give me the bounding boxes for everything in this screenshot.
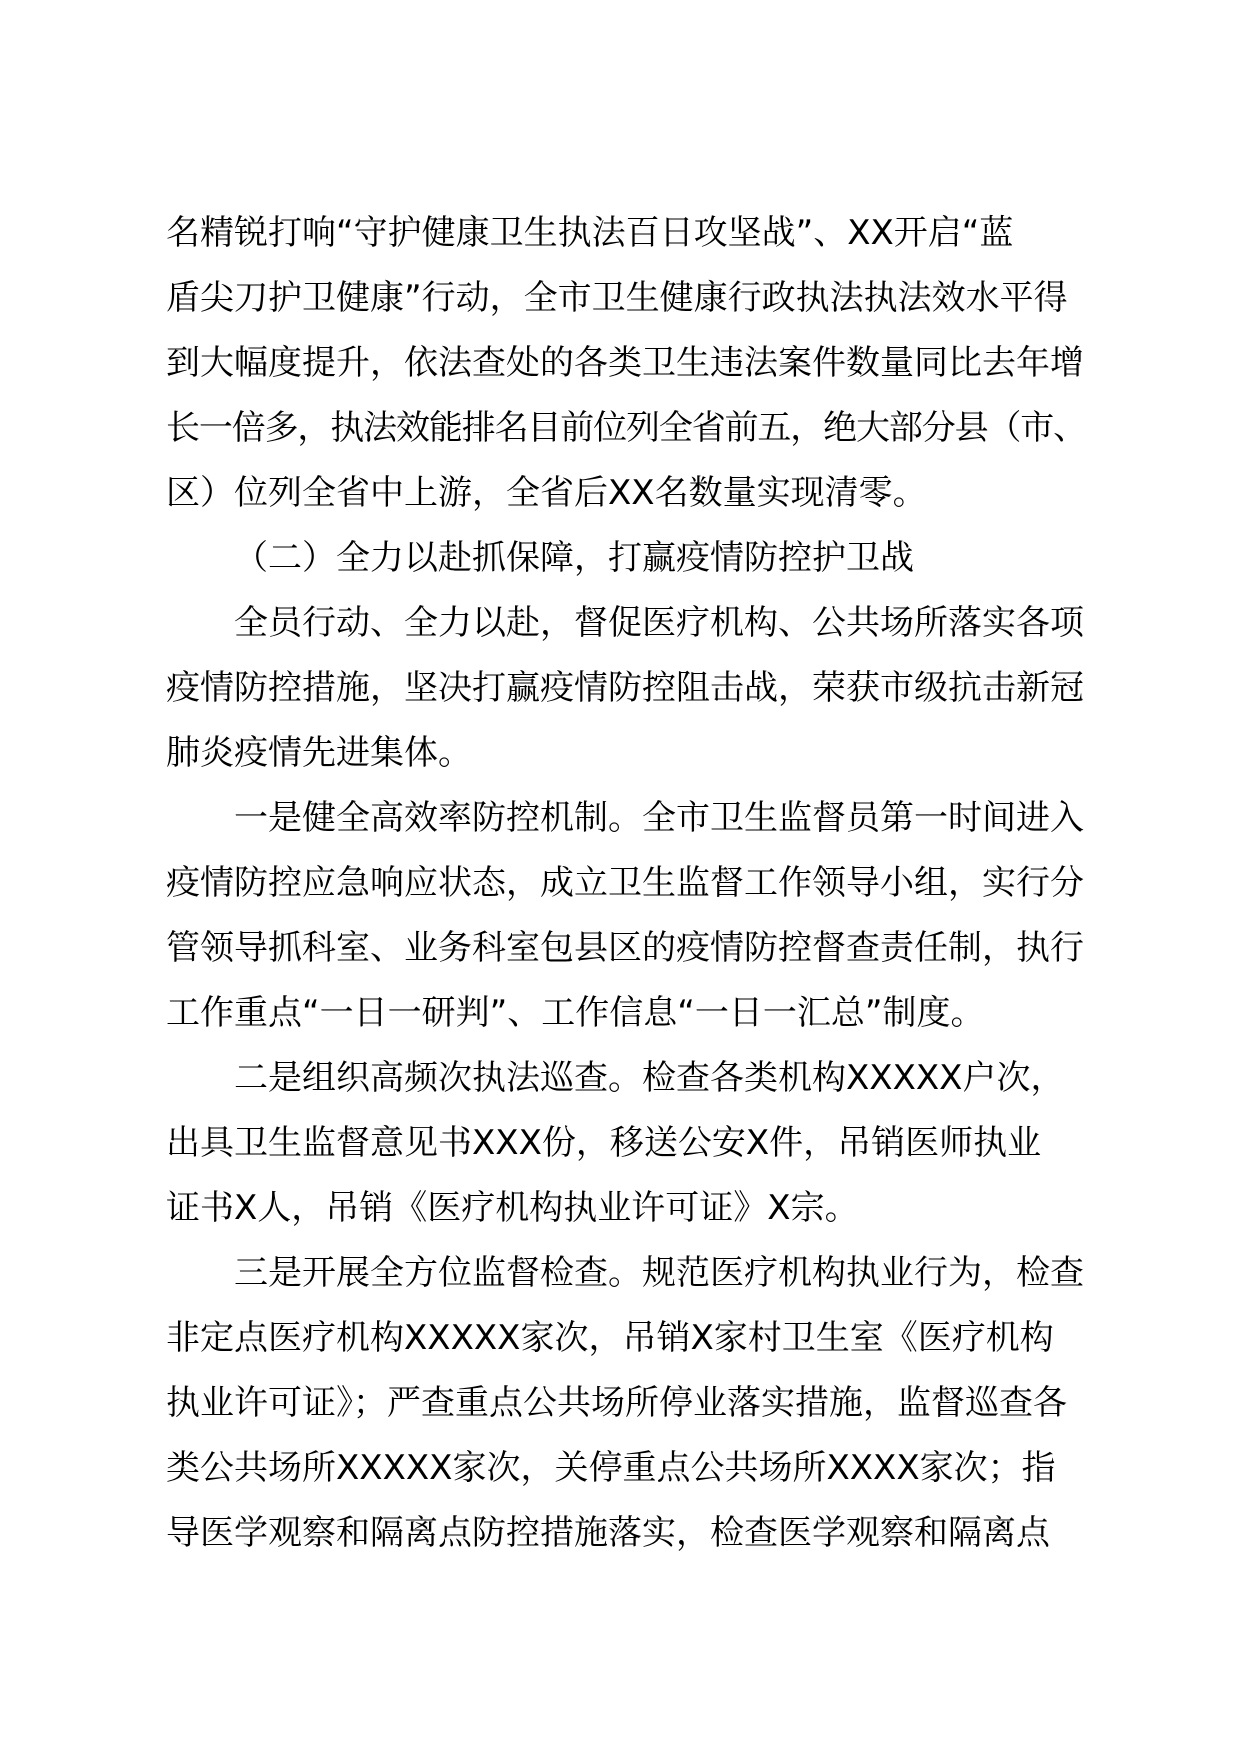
document-body — [166, 201, 1086, 1566]
text-line: 疫情防控措施，坚决打赢疫情防控阻击战，荣获市级抗击新冠 — [166, 668, 1084, 708]
text-line: 长一倍多，执法效能排名目前位列全省前五，绝大部分县（市、 — [166, 408, 1086, 448]
text-line: 二是组织高频次执法巡查。检查各类机构XXXXX户次， — [234, 1058, 1065, 1098]
text-line: 区）位列全省中上游，全省后XX名数量实现清零。 — [166, 473, 927, 513]
text-line: 到大幅度提升，依法查处的各类卫生违法案件数量同比去年增 — [166, 343, 1084, 383]
text-line: （二）全力以赴抓保障，打赢疫情防控护卫战 — [234, 538, 914, 578]
text-line: 盾尖刀护卫健康”行动，全市卫生健康行政执法执法效水平得 — [166, 278, 1068, 318]
text-line: 疫情防控应急响应状态，成立卫生监督工作领导小组，实行分 — [166, 863, 1084, 903]
text-line: 肺炎疫情先进集体。 — [166, 733, 472, 773]
text-line: 出具卫生监督意见书XXX份，移送公安X件，吊销医师执业 — [166, 1123, 1042, 1163]
text-line: 类公共场所XXXXX家次，关停重点公共场所XXXX家次；指 — [166, 1448, 1056, 1488]
text-line: 三是开展全方位监督检查。规范医疗机构执业行为，检查 — [234, 1253, 1084, 1293]
text-line: 执业许可证》；严查重点公共场所停业落实措施，监督巡查各 — [166, 1383, 1067, 1423]
text-line: 全员行动、全力以赴，督促医疗机构、公共场所落实各项 — [234, 603, 1084, 643]
text-line: 非定点医疗机构XXXXX家次，吊销X家村卫生室《医疗机构 — [166, 1318, 1054, 1358]
text-line: 名精锐打响“守护健康卫生执法百日攻坚战”、XX开启“蓝 — [166, 213, 1014, 253]
text-line: 一是健全高效率防控机制。全市卫生监督员第一时间进入 — [234, 798, 1084, 838]
text-line: 管领导抓科室、业务科室包县区的疫情防控督查责任制，执行 — [166, 928, 1084, 968]
text-line: 工作重点“一日一研判”、工作信息“一日一汇总”制度。 — [166, 993, 985, 1033]
text-line: 证书X人，吊销《医疗机构执业许可证》X宗。 — [166, 1188, 859, 1228]
text-line: 导医学观察和隔离点防控措施落实，检查医学观察和隔离点 — [166, 1513, 1050, 1553]
